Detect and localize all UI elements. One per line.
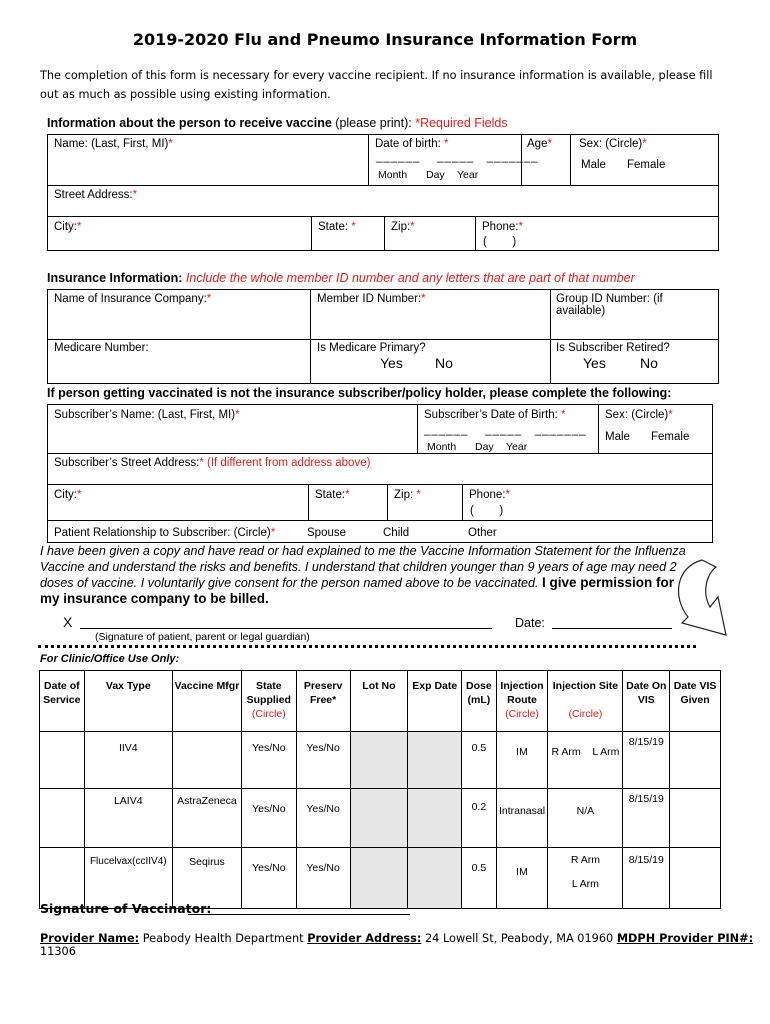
dob-month-label: Month bbox=[378, 169, 408, 181]
divider bbox=[310, 289, 311, 384]
table-row bbox=[40, 789, 721, 848]
cell-state[interactable]: Yes/No bbox=[241, 848, 296, 909]
zip-field[interactable]: Zip:* bbox=[391, 221, 415, 233]
consent-permission: I give permission for my insurance company to be billed. bbox=[40, 575, 674, 606]
dob-field[interactable]: Date of birth: * bbox=[375, 138, 449, 150]
cell-vis: 8/15/19 bbox=[623, 732, 670, 789]
table-row bbox=[40, 848, 721, 909]
vaccinator-label: Signature of Vaccinator: bbox=[40, 901, 212, 916]
group-id-field[interactable]: Group ID Number: (if available) bbox=[556, 293, 663, 317]
person-heading-note: (please print): bbox=[335, 116, 412, 130]
cell-vis-given[interactable] bbox=[670, 848, 721, 909]
patient-signature-line[interactable] bbox=[80, 628, 492, 629]
cell-mfgr: AstraZeneca bbox=[172, 789, 241, 848]
divider bbox=[47, 520, 713, 521]
dob-day-label: Day bbox=[426, 169, 445, 181]
divider bbox=[550, 289, 551, 384]
cell-dose: 0.5 bbox=[462, 848, 497, 909]
cell-site: N/A bbox=[548, 789, 623, 848]
subscriber-dob-month: Month bbox=[427, 441, 457, 453]
divider bbox=[417, 404, 418, 453]
cell-exp[interactable] bbox=[408, 732, 462, 789]
cell-lot[interactable] bbox=[350, 848, 408, 909]
col-dose: Dose (mL) bbox=[462, 671, 497, 732]
divider bbox=[387, 484, 388, 520]
retired-no[interactable]: No bbox=[640, 355, 658, 371]
subscriber-zip-field[interactable]: Zip: * bbox=[394, 489, 421, 501]
col-exp-date: Exp Date bbox=[408, 671, 462, 732]
table-row bbox=[40, 732, 721, 789]
medicare-primary-label: Is Medicare Primary? bbox=[317, 342, 426, 354]
sex-male-option[interactable]: Male bbox=[581, 159, 606, 171]
cell-dose: 0.2 bbox=[462, 789, 497, 848]
provider-line bbox=[40, 932, 770, 958]
cell-pres[interactable]: Yes/No bbox=[296, 848, 350, 909]
cell-date[interactable] bbox=[40, 848, 85, 909]
consent-date-line[interactable] bbox=[552, 628, 672, 629]
cell-site[interactable]: R Arm L Arm bbox=[548, 732, 623, 789]
cell-mfgr: Seqirus bbox=[172, 848, 241, 909]
consent-date-label: Date: bbox=[515, 616, 545, 630]
phone-parens: ( ) bbox=[483, 236, 517, 248]
intro-text: The completion of this form is necessary for every vaccine recipient. If no insurance information is available, please fill out as much as possible using existing information. bbox=[40, 69, 713, 101]
subscriber-state-field[interactable]: State:* bbox=[315, 489, 350, 501]
col-state-supplied: State Supplied (Circle) bbox=[241, 671, 296, 732]
cell-pres[interactable]: Yes/No bbox=[296, 732, 350, 789]
insurance-company-field[interactable]: Name of Insurance Company:* bbox=[54, 293, 212, 305]
subscriber-sex-male[interactable]: Male bbox=[605, 431, 630, 443]
relationship-child[interactable]: Child bbox=[383, 527, 410, 539]
divider bbox=[384, 216, 385, 251]
retired-yes[interactable]: Yes bbox=[583, 355, 606, 371]
pin-value: 11306 bbox=[40, 945, 76, 958]
relationship-spouse[interactable]: Spouse bbox=[307, 527, 347, 539]
cell-vis-given[interactable] bbox=[670, 732, 721, 789]
city-field[interactable]: City:* bbox=[54, 221, 82, 233]
curved-arrow-icon bbox=[668, 555, 742, 655]
medicare-primary-no[interactable]: No bbox=[435, 355, 453, 371]
cell-date[interactable] bbox=[40, 732, 85, 789]
cell-type: LAIV4 bbox=[84, 789, 172, 848]
cell-type: Flucelvax(ccIIV4) bbox=[84, 848, 172, 909]
table-header-row bbox=[40, 671, 721, 732]
divider bbox=[47, 453, 713, 454]
site-r-arm: R Arm bbox=[570, 854, 600, 866]
phone-field[interactable]: Phone:* bbox=[482, 221, 523, 233]
provider-address: 24 Lowell St, Peabody, MA 01960 bbox=[425, 932, 614, 945]
subscriber-sex-field: Sex: (Circle)* bbox=[605, 409, 673, 421]
subscriber-dob-blanks: ______ _____ _______ bbox=[424, 424, 587, 436]
divider bbox=[368, 134, 369, 185]
insurance-heading-line bbox=[47, 271, 635, 285]
relationship-other[interactable]: Other bbox=[468, 527, 497, 539]
subscriber-street-field[interactable]: Subscriber’s Street Address:* (If different from address above) bbox=[54, 457, 371, 469]
cut-line bbox=[38, 645, 696, 648]
insurance-heading: Insurance Information: bbox=[47, 271, 183, 285]
dob-year-label: Year bbox=[457, 169, 479, 181]
dob-blanks: ______ _____ _______ bbox=[376, 151, 539, 163]
medicare-number-field[interactable]: Medicare Number: bbox=[54, 342, 149, 354]
sex-field: Sex: (Circle)* bbox=[579, 138, 647, 150]
subscriber-sex-female[interactable]: Female bbox=[651, 431, 690, 443]
divider bbox=[462, 484, 463, 520]
cell-site[interactable] bbox=[548, 848, 623, 909]
sex-female-option[interactable]: Female bbox=[627, 159, 666, 171]
divider bbox=[570, 134, 571, 185]
cell-state[interactable]: Yes/No bbox=[241, 789, 296, 848]
required-fields-note: *Required Fields bbox=[415, 116, 508, 130]
retired-label: Is Subscriber Retired? bbox=[556, 342, 670, 354]
state-field[interactable]: State: * bbox=[318, 221, 356, 233]
signature-x: X bbox=[63, 614, 73, 630]
cell-mfgr[interactable] bbox=[172, 732, 241, 789]
col-lot-no: Lot No bbox=[350, 671, 408, 732]
cell-route: IM bbox=[496, 732, 548, 789]
divider bbox=[47, 339, 719, 340]
cell-lot[interactable] bbox=[350, 732, 408, 789]
col-date-vis-given: Date VIS Given bbox=[670, 671, 721, 732]
col-date-on-vis: Date On VIS bbox=[623, 671, 670, 732]
person-heading-line bbox=[47, 116, 508, 130]
form-title: 2019-2020 Flu and Pneumo Insurance Information Form bbox=[132, 30, 638, 49]
divider bbox=[311, 216, 312, 251]
subscriber-phone-parens: ( ) bbox=[470, 505, 504, 517]
divider bbox=[308, 484, 309, 520]
medicare-primary-yes[interactable]: Yes bbox=[380, 355, 403, 371]
subscriber-dob-year: Year bbox=[506, 441, 528, 453]
col-route: Injection Route (Circle) bbox=[496, 671, 548, 732]
cell-route: IM bbox=[496, 848, 548, 909]
col-vax-type: Vax Type bbox=[84, 671, 172, 732]
subscriber-heading: If person getting vaccinated is not the insurance subscriber/policy holder, please complete the following: bbox=[47, 386, 672, 400]
cell-exp[interactable] bbox=[408, 848, 462, 909]
divider bbox=[475, 216, 476, 251]
divider bbox=[598, 404, 599, 453]
subscriber-dob-field[interactable]: Subscriber’s Date of Birth: * bbox=[424, 409, 566, 421]
provider-address-label: Provider Address: bbox=[307, 932, 422, 945]
cell-date[interactable] bbox=[40, 789, 85, 848]
subscriber-name-field[interactable]: Subscriber’s Name: (Last, First, MI)* bbox=[54, 409, 240, 421]
member-id-field[interactable]: Member ID Number:* bbox=[317, 293, 426, 305]
cell-exp[interactable] bbox=[408, 789, 462, 848]
col-site: Injection Site (Circle) bbox=[548, 671, 623, 732]
col-mfgr: Vaccine Mfgr bbox=[172, 671, 241, 732]
person-heading: Information about the person to receive vaccine bbox=[47, 116, 332, 130]
name-field[interactable]: Name: (Last, First, MI)* bbox=[54, 138, 173, 150]
cell-route: Intranasal bbox=[496, 789, 548, 848]
cell-lot[interactable] bbox=[350, 789, 408, 848]
vaccine-table bbox=[39, 670, 721, 909]
cell-pres[interactable]: Yes/No bbox=[296, 789, 350, 848]
age-field[interactable]: Age* bbox=[527, 138, 552, 150]
divider bbox=[47, 185, 719, 186]
consent-text: I have been given a copy and have read or had explained to me the Vaccine Information Statement for the Influenza Vaccine and understand the risks and benefits. I understand that children younger than 9 years of age may need 2 doses of vaccine. I voluntarily give consent for the person named above to be vaccinated. I give permission for my insurance company to be billed. bbox=[40, 544, 686, 606]
clinic-heading: For Clinic/Office Use Only: bbox=[40, 653, 180, 665]
cell-state[interactable]: Yes/No bbox=[241, 732, 296, 789]
cell-vis-given[interactable] bbox=[670, 789, 721, 848]
divider bbox=[47, 484, 713, 485]
site-l-arm: L Arm bbox=[571, 878, 599, 890]
provider-name: Peabody Health Department bbox=[142, 932, 304, 945]
subscriber-dob-day: Day bbox=[475, 441, 494, 453]
subscriber-box bbox=[47, 404, 713, 543]
pin-label: MDPH Provider PIN#: bbox=[616, 932, 754, 945]
divider bbox=[47, 216, 719, 217]
signature-caption: (Signature of patient, parent or legal guardian) bbox=[95, 631, 310, 643]
col-date-of-service: Date of Service bbox=[40, 671, 85, 732]
relationship-label: Patient Relationship to Subscriber: (Circle)* bbox=[54, 527, 276, 539]
cell-vis: 8/15/19 bbox=[623, 789, 670, 848]
cell-dose: 0.5 bbox=[462, 732, 497, 789]
cell-vis: 8/15/19 bbox=[623, 848, 670, 909]
vaccinator-signature-line[interactable] bbox=[188, 914, 410, 915]
cell-type: IIV4 bbox=[84, 732, 172, 789]
insurance-note: Include the whole member ID number and any letters that are part of that number bbox=[185, 271, 635, 285]
provider-name-label: Provider Name: bbox=[40, 932, 140, 945]
subscriber-phone-field[interactable]: Phone:* bbox=[469, 489, 510, 501]
subscriber-city-field[interactable]: City:* bbox=[54, 489, 82, 501]
street-field[interactable]: Street Address:* bbox=[54, 189, 138, 201]
col-preserv-free: Preserv Free* bbox=[296, 671, 350, 732]
